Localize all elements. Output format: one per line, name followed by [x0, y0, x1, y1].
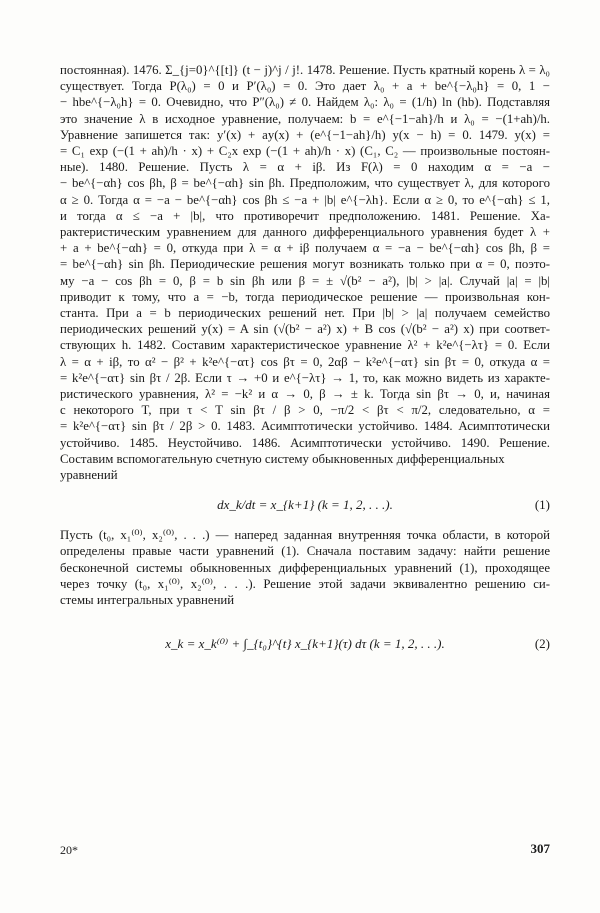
text-line: + a + be^{−αh} = 0, откуда при λ = α + iβ получаем α = −a − be^{−αh} cos βh, β = [60, 241, 550, 256]
text-line: устойчиво. 1485. Неустойчиво. 1486. Асимптотически устойчиво. 1490. Решение. [60, 435, 550, 450]
text-line: Составим вспомогательную счетную систему обыкновенных дифференциальных уравнений [60, 451, 505, 483]
text-line: приводит к тому, что a = −b, тогда периодическое решение — произвольная кон- [60, 289, 550, 304]
equation-1-number: (1) [534, 497, 550, 513]
equation-2 [60, 616, 550, 672]
text-line: = C₁ exp (−(1 + ah)/h · x) + C₂x exp (−(1 + ah)/h · x) (C₁, C₂ — произвольные постоян- [60, 144, 550, 159]
text-line: Уравнение запишется так: y′(x) + ay(x) + (e^{−1−ah}/h) y(x − h) = 0. 1479. y(x) = [60, 127, 550, 142]
text-line: λ = α + iβ, то α² − β² + k²e^{−ατ} cos βτ = 0, 2αβ − k²e^{−ατ} sin βτ = 0, откуда α = [60, 354, 550, 369]
text-line: − hbe^{−λ₀h} = 0. Очевидно, что P″(λ₀) ≠ 0. Найдем λ₀: λ₀ = (1/h) ln (hb). Подставляя [60, 95, 550, 110]
answers-text [60, 62, 550, 676]
text-line: рактеристическим уравнением для данного дифференциального уравнения будет λ + [60, 225, 550, 240]
text-line: постоянная). 1476. Σ_{j=0}^{[t]} (t − j)^j / j!. 1478. Решение. Пусть кратный корень λ = λ₀ [60, 63, 550, 77]
equation-2-number: (2) [534, 636, 550, 652]
equation-1 [60, 489, 550, 523]
text-line: = k²e^{−ατ} sin βτ / 2β > 0. 1483. Асимптотически устойчиво. 1484. Асимптотически [60, 419, 550, 434]
text-line: α ≥ 0. Тогда α = −a − be^{−αh} cos βh ≤ −a + |b| e^{−λh}. Если α ≥ 0, то e^{−αh} ≤ 1, [60, 192, 550, 207]
text-line: ствующих h. 1482. Составим характеристическое уравнение λ² + k²e^{−λτ} = 0. Если [60, 338, 550, 353]
text-line: ристического уравнения, λ² = −k² и α → 0, β → ± k. Тогда sin βτ → 0, и, начиная [60, 387, 550, 402]
text-line: это значение λ в исходное уравнение, получаем: b = e^{−1−ah}/h и λ₀ = −(1+ah)/h. [60, 111, 550, 126]
text-line: с некоторого T, при τ < T sin βτ / β > 0, −π/2 < βτ < π/2, следовательно, α = [60, 403, 550, 418]
text-line: − be^{−αh} cos βh, β = be^{−αh} sin βh. Предположим, что существует λ, для которого [60, 176, 550, 191]
text-line: стемы интегральных уравнений [60, 593, 235, 608]
text-line: существует. Тогда P(λ₀) = 0 и P′(λ₀) = 0. Это дает λ₀ + a + be^{−λ₀h} = 0, 1 − [60, 79, 550, 94]
text-line: = be^{−αh} sin βh. Периодические решения могут возникать только при α = 0, поэто- [60, 257, 550, 272]
text-line: периодических решений y(x) = A sin (√(b² − a²) x) + B cos (√(b² − a²) x) при соответ- [60, 322, 550, 337]
text-line: станта. При a = b периодических решений нет. При |b| > |a| получаем семейство [60, 306, 550, 321]
text-line: определены правые части уравнений (1). Сначала поставим задачу: найти решение [60, 544, 550, 559]
text-line: Пусть (t₀, x₁⁽⁰⁾, x₂⁽⁰⁾, . . .) — наперед заданная внутренняя точка области, в которой [60, 528, 550, 543]
text-line: ные). 1480. Решение. Пусть λ = α + iβ. Из F(λ) = 0 находим α = −a − [60, 160, 550, 175]
text-line: бесконечной системы обыкновенных дифференциальных уравнений (1), проходящее [60, 560, 550, 575]
text-line: = k²e^{−ατ} sin βτ / 2β. Если τ → +0 и e^{−λτ} → 1, то, как можно видеть из характе- [60, 370, 550, 385]
equation-1-formula: dx_k/dt = x_{k+1} (k = 1, 2, . . .). [217, 497, 393, 513]
text-line: му −a − cos βh = 0, β = b sin βh или β = ± √(b² − a²), |b| > |a|. Случай |a| = |b| [60, 273, 550, 288]
page-number: 307 [530, 841, 550, 856]
text-line: через точку (t₀, x₁⁽⁰⁾, x₂⁽⁰⁾, . . .). Решение этой задачи эквивалентно решению си- [60, 576, 550, 591]
signature-mark: 20* [60, 843, 78, 857]
text-line: и тогда α ≤ −a + |b|, что противоречит предположению. 1481. Решение. Ха- [60, 208, 550, 223]
equation-2-formula: x_k = x_k⁽⁰⁾ + ∫_{t₀}^{t} x_{k+1}(τ) dτ (k = 1, 2, . . .). [165, 636, 445, 652]
